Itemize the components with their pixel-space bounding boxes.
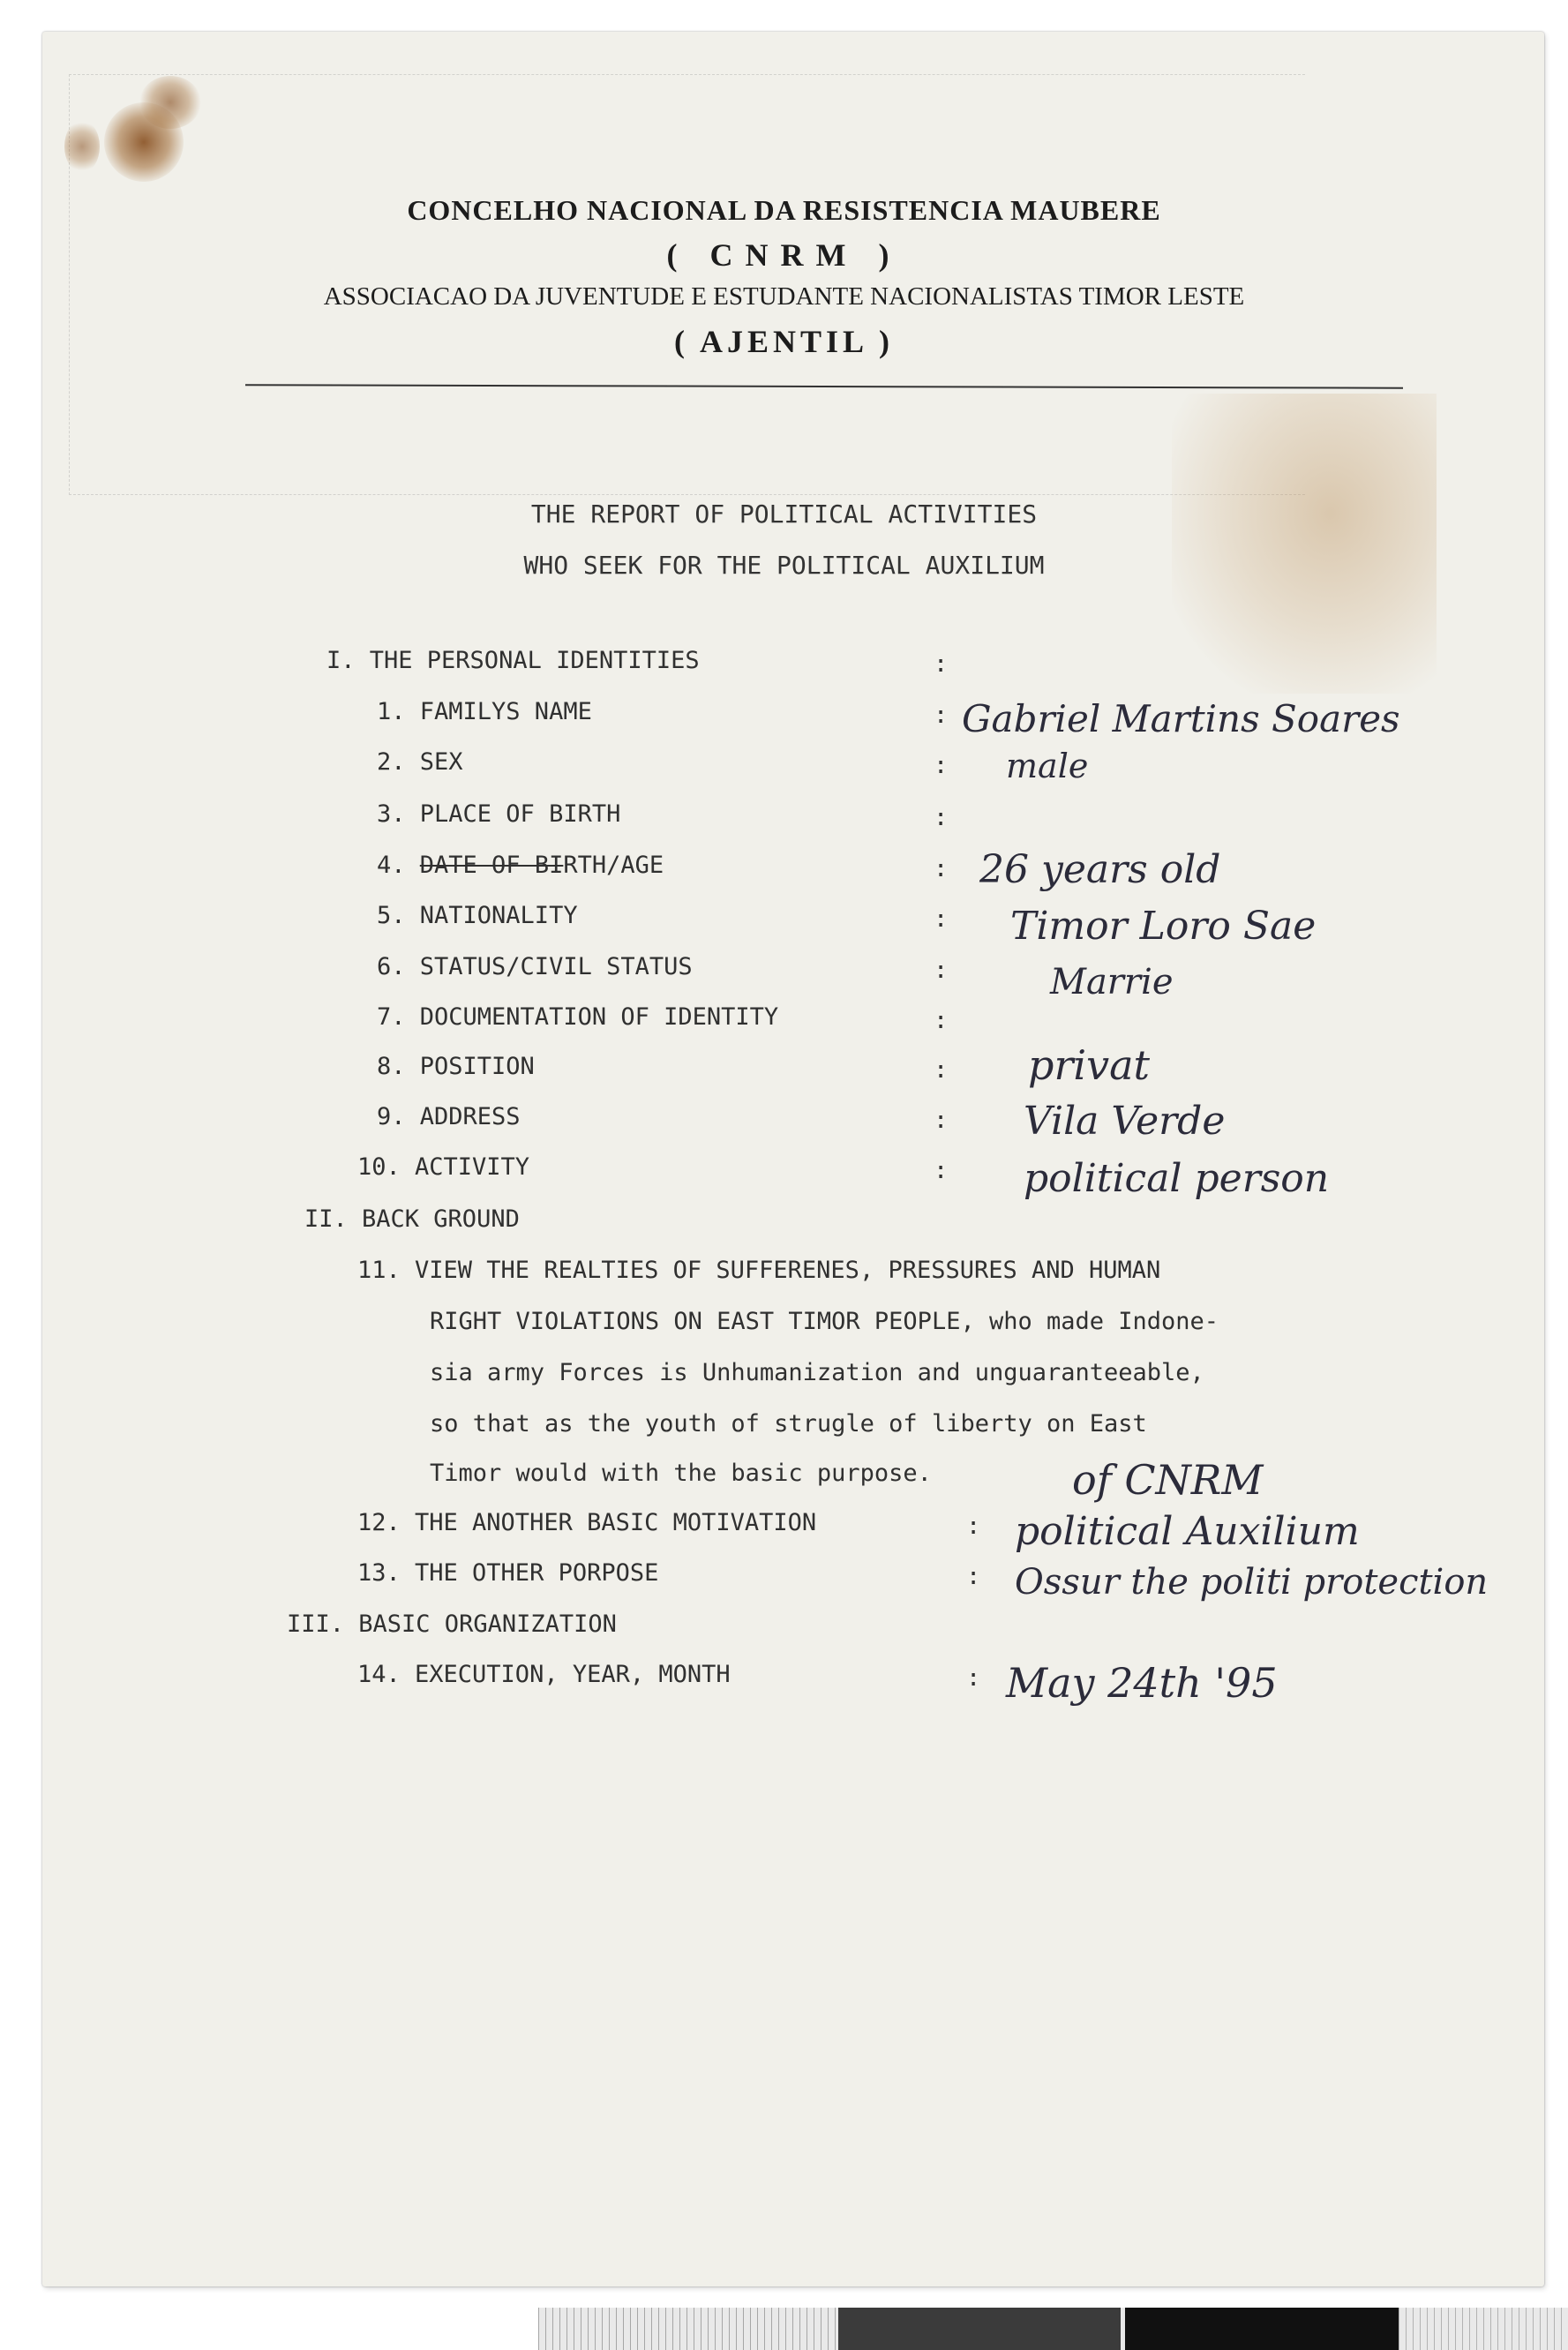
scale-ticks bbox=[1399, 2308, 1568, 2350]
rust-stain bbox=[64, 120, 100, 173]
field-label-execution-date: 14. EXECUTION, YEAR, MONTH bbox=[357, 1661, 731, 1688]
section-heading: II. BACK GROUND bbox=[304, 1205, 520, 1233]
gray-patch bbox=[838, 2308, 1121, 2350]
colon: : bbox=[934, 752, 949, 779]
report-subtitle: WHO SEEK FOR THE POLITICAL AUXILIUM bbox=[523, 551, 1045, 580]
colon: : bbox=[934, 1007, 949, 1034]
item11-line: RIGHT VIOLATIONS ON EAST TIMOR PEOPLE, who made Indone- bbox=[430, 1308, 1219, 1335]
handwritten-answer-civil-status: Marrie bbox=[1050, 962, 1174, 1002]
field-label-activity: 10. ACTIVITY bbox=[357, 1153, 530, 1181]
organization-acronym: ( CNRM ) bbox=[666, 237, 902, 273]
colon: : bbox=[966, 1664, 981, 1692]
field-label-civil-status: 6. STATUS/CIVIL STATUS bbox=[377, 953, 693, 980]
rust-stain bbox=[139, 76, 201, 129]
handwritten-answer-other-purpose: Ossur the politi protection bbox=[1015, 1562, 1489, 1603]
colon: : bbox=[934, 957, 949, 984]
colon: : bbox=[934, 1107, 949, 1134]
section-heading: III. BASIC ORGANIZATION bbox=[287, 1610, 617, 1638]
field-number: 4. bbox=[377, 852, 406, 879]
field-label-rest: RTH/AGE bbox=[563, 852, 664, 879]
colon: : bbox=[934, 1157, 949, 1184]
colon: : bbox=[934, 804, 949, 831]
colon: : bbox=[934, 855, 949, 882]
field-label-position: 8. POSITION bbox=[377, 1053, 535, 1080]
item11-line: sia army Forces is Unhumanization and unguaranteeable, bbox=[430, 1359, 1204, 1386]
black-patch bbox=[1125, 2308, 1399, 2350]
field-label-address: 9. ADDRESS bbox=[377, 1103, 521, 1130]
handwritten-answer-execution-date: May 24th '95 bbox=[1006, 1659, 1278, 1707]
organization-name: CONCELHO NACIONAL DA RESISTENCIA MAUBERE bbox=[407, 194, 1161, 226]
field-label-other-purpose: 13. THE OTHER PORPOSE bbox=[357, 1559, 659, 1587]
handwritten-answer-item11: of CNRM bbox=[1072, 1456, 1264, 1504]
field-label-basic-motivation: 12. THE ANOTHER BASIC MOTIVATION bbox=[357, 1509, 817, 1536]
association-name: ASSOCIACAO DA JUVENTUDE E ESTUDANTE NACIONALISTAS TIMOR LESTE bbox=[323, 282, 1245, 311]
scan-calibration-bar bbox=[538, 2308, 1568, 2350]
colon: : bbox=[966, 1513, 981, 1540]
item11-line: Timor would with the basic purpose. bbox=[430, 1460, 932, 1487]
field-label-family-name: 1. FAMILYS NAME bbox=[377, 698, 592, 725]
field-label-nationality: 5. NATIONALITY bbox=[377, 902, 578, 929]
item11-line: 11. VIEW THE REALTIES OF SUFFERENES, PRESSURES AND HUMAN bbox=[357, 1257, 1161, 1284]
field-label-place-of-birth: 3. PLACE OF BIRTH bbox=[377, 800, 621, 828]
colon: : bbox=[934, 905, 949, 933]
colon: : bbox=[934, 1056, 949, 1084]
handwritten-answer-nationality: Timor Loro Sae bbox=[1010, 904, 1317, 949]
item11-line: so that as the youth of strugle of liberty on East bbox=[430, 1410, 1147, 1438]
colon: : bbox=[966, 1563, 981, 1590]
handwritten-answer-sex: male bbox=[1006, 747, 1089, 785]
report-title: THE REPORT OF POLITICAL ACTIVITIES bbox=[530, 499, 1038, 529]
association-acronym: ( AJENTIL ) bbox=[673, 324, 895, 359]
handwritten-answer-basic-motivation: political Auxilium bbox=[1015, 1509, 1360, 1554]
field-label-sex: 2. SEX bbox=[377, 748, 463, 776]
struck-text: DATE OF BI bbox=[419, 852, 564, 879]
water-stain bbox=[1172, 394, 1437, 694]
handwritten-answer-activity: political person bbox=[1024, 1156, 1330, 1201]
colon: : bbox=[934, 650, 949, 678]
handwritten-answer-position: privat bbox=[1028, 1041, 1151, 1089]
handwritten-answer-address: Vila Verde bbox=[1024, 1099, 1226, 1144]
section-heading: I. THE PERSONAL IDENTITIES bbox=[326, 647, 700, 674]
scale-ticks bbox=[538, 2308, 838, 2350]
handwritten-answer-family-name: Gabriel Martins Soares bbox=[962, 697, 1400, 740]
field-label-date-of-birth-age bbox=[377, 852, 664, 879]
field-label-documentation: 7. DOCUMENTATION OF IDENTITY bbox=[377, 1003, 779, 1031]
colon: : bbox=[934, 702, 949, 729]
handwritten-answer-age: 26 years old bbox=[979, 847, 1221, 892]
